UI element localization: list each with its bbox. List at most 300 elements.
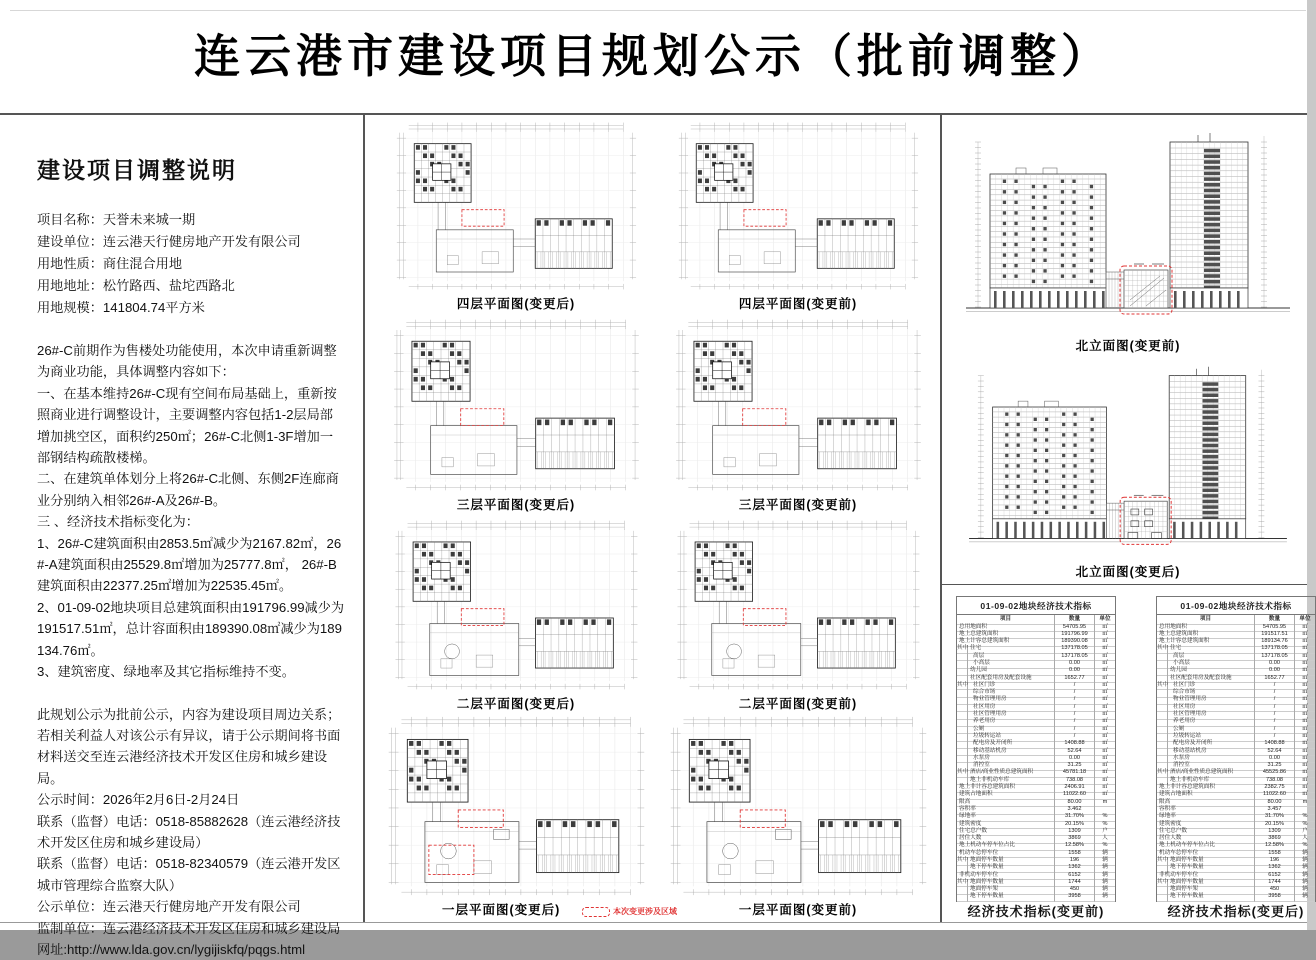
col-header-item: 项目: [1157, 615, 1255, 625]
project-info: [37, 209, 345, 319]
row-unit: 辆: [1095, 857, 1115, 866]
table-row: [1157, 726, 1315, 733]
row-value: 2382.75: [1255, 784, 1295, 793]
plan-cell-f3-before: [658, 315, 938, 513]
row-unit: ㎡: [1095, 689, 1115, 698]
row-value: 3.457: [1255, 806, 1295, 815]
col-header-value: 数量: [1255, 615, 1295, 625]
table-row: [1157, 872, 1315, 879]
elevation-drawing: [948, 356, 1308, 562]
plan-caption: 四层平面图(变更前): [738, 297, 858, 311]
row-label: 养老用房: [1168, 718, 1255, 727]
row-unit: ㎡: [1095, 696, 1115, 705]
row-value: 80.00: [1255, 799, 1295, 808]
row-value: /: [1055, 733, 1095, 742]
row-unit: ㎡: [1295, 645, 1315, 654]
row-value: 45525.86: [1255, 769, 1295, 778]
row-value: 6152: [1055, 872, 1095, 881]
row-label: 水泵房: [1168, 755, 1255, 764]
row-unit: ㎡: [1295, 769, 1315, 778]
table-row: [957, 777, 1115, 784]
row-unit: ㎡: [1095, 653, 1115, 662]
plan-drawing: [658, 315, 938, 495]
table-row: [957, 893, 1115, 900]
col-header-value: 数量: [1055, 615, 1095, 625]
row-unit: ㎡: [1295, 784, 1315, 793]
table-row: [1157, 850, 1315, 857]
row-value: 3869: [1255, 835, 1295, 844]
table-row: [957, 704, 1115, 711]
row-value: 1309: [1055, 828, 1095, 837]
table-row: [1157, 799, 1315, 806]
group-gutter: 其中: [957, 879, 968, 888]
table-row: [957, 828, 1115, 835]
row-value: 0.00: [1255, 660, 1295, 669]
elevation-cell-after: [948, 356, 1308, 580]
row-label: 地面停车数量: [968, 879, 1055, 888]
contact-phone-1: 联系（监督）电话：0518-85882628（连云港经济技术开发区住房和城乡建设局）: [37, 813, 341, 850]
row-unit: 辆: [1095, 879, 1115, 888]
table-title: 01-09-02地块经济技术指标: [1156, 596, 1316, 615]
table-row: [957, 645, 1115, 652]
row-value: 137178.05: [1055, 653, 1095, 662]
table-row: [1157, 645, 1315, 652]
plan-cell-f1-after: [376, 712, 677, 918]
row-label: 非机动车停车位: [1157, 872, 1255, 881]
row-value: 1558: [1055, 850, 1095, 859]
adjustment-paragraph: 3、建筑密度、绿地率及其它指标维持不变。: [37, 664, 295, 680]
row-label: 高层: [1168, 653, 1255, 662]
row-unit: ㎡: [1295, 762, 1315, 771]
row-unit: ㎡: [1295, 704, 1315, 713]
adjustment-paragraph: 1、26#-C建筑面积由2853.5㎡减少为2167.82㎡，26#-A建筑面积由25529.8㎡增加为25777.8㎡， 26#-B建筑面积由22377.25㎡增加为22535.45㎡。: [37, 535, 342, 594]
table-row: [957, 667, 1115, 674]
group-gutter: 其中: [1157, 769, 1168, 778]
adjustment-paragraph: 26#-C前期作为售楼处功能使用，本次申请重新调整为商业功能，具体调整内容如下：: [37, 343, 337, 380]
table-row: [957, 872, 1115, 879]
row-unit: ㎡: [1095, 682, 1115, 691]
row-label: 社区门诊: [1168, 682, 1255, 691]
row-value: 196: [1255, 857, 1295, 866]
plan-caption: 三层平面图(变更后): [456, 498, 576, 512]
row-value: 31.25: [1255, 762, 1295, 771]
row-value: 137178.05: [1255, 653, 1295, 662]
row-unit: %: [1095, 842, 1115, 851]
table-row: [1157, 667, 1315, 674]
row-label: 地面停车数量: [968, 857, 1055, 866]
table-row: [1157, 821, 1315, 828]
row-unit: ㎡: [1095, 777, 1115, 786]
row-label: 酒店/商业性质总建筑面积: [1168, 769, 1255, 778]
row-unit: ㎡: [1095, 645, 1115, 654]
row-label: 建筑占地面积: [957, 791, 1055, 800]
adjustment-paragraph: 一、在基本维持26#-C现有空间布局基础上，重新按照商业进行调整设计，主要调整内容包括1-2层局部增加挑空区，面积约250㎡；26#-C北侧1-3F增加一部钢结构疏散楼梯。: [37, 385, 337, 466]
row-unit: ㎡: [1095, 755, 1115, 764]
col-header-unit: 单位: [1295, 615, 1315, 625]
row-label: 小高层: [1168, 660, 1255, 669]
row-value: 11022.60: [1055, 791, 1095, 800]
info-line-land-use: 用地性质：商住混合用地: [37, 256, 183, 271]
row-label: 幼儿园: [968, 667, 1055, 676]
row-value: 450: [1055, 886, 1095, 895]
group-gutter: 其中: [957, 682, 968, 691]
row-label: 垃圾转运站: [968, 733, 1055, 742]
info-line-land-size: 用地规模：141804.74平方米: [37, 300, 205, 315]
plan-drawing: [658, 516, 938, 694]
row-label: 地上非计容总建筑面积: [1157, 784, 1255, 793]
row-value: 0.00: [1055, 660, 1095, 669]
row-unit: 辆: [1295, 872, 1315, 881]
plan-drawing: [376, 315, 656, 495]
row-value: 6152: [1255, 872, 1295, 881]
row-value: 52.64: [1255, 748, 1295, 757]
row-value: 31.70%: [1255, 813, 1295, 822]
row-label: 配电房及开闭所: [968, 740, 1055, 749]
row-unit: 辆: [1295, 886, 1315, 895]
row-unit: ㎡: [1295, 791, 1315, 800]
row-label: 地上机动车停车位占比: [957, 842, 1055, 851]
page-title: 连云港市建设项目规划公示（批前调整）: [194, 30, 1112, 82]
row-value: /: [1055, 696, 1095, 705]
row-unit: ㎡: [1295, 748, 1315, 757]
row-value: 1362: [1055, 864, 1095, 873]
row-label: 社区用房: [968, 704, 1055, 713]
row-value: 2406.91: [1055, 784, 1095, 793]
row-value: 12.58%: [1255, 842, 1295, 851]
change-area-swatch-icon: [582, 907, 610, 917]
table-row: [957, 696, 1115, 703]
row-unit: ㎡: [1095, 740, 1115, 749]
row-unit: ㎡: [1295, 718, 1315, 727]
elevation-cell-before: [948, 118, 1308, 354]
row-value: /: [1055, 689, 1095, 698]
row-label: 建筑占地面积: [1157, 791, 1255, 800]
notice-period: 公示时间：2026年2月6日-2月24日: [37, 792, 240, 808]
table-row: [1157, 842, 1315, 849]
row-unit: 辆: [1295, 850, 1315, 859]
row-label: 酒店/商业性质总建筑面积: [968, 769, 1055, 778]
row-unit: ㎡: [1295, 638, 1315, 647]
row-unit: %: [1295, 842, 1315, 851]
table-row: [957, 813, 1115, 820]
table-row: [1157, 675, 1315, 682]
table-row: [957, 791, 1115, 798]
info-line-project-name: 项目名称：天誉未来城一期: [37, 212, 196, 227]
row-label: 地下停车数量: [1168, 893, 1255, 902]
plan-cell-f2-before: [658, 516, 938, 712]
row-unit: ㎡: [1295, 777, 1315, 786]
row-unit: ㎡: [1095, 791, 1115, 800]
row-unit: ㎡: [1295, 667, 1315, 676]
row-unit: ㎡: [1095, 675, 1115, 684]
row-value: 0.00: [1255, 667, 1295, 676]
row-value: 1362: [1255, 864, 1295, 873]
row-value: /: [1055, 682, 1095, 691]
row-label: 社区门诊: [968, 682, 1055, 691]
table-row: [957, 740, 1115, 747]
table-row: [1157, 813, 1315, 820]
row-unit: ㎡: [1095, 631, 1115, 640]
row-value: 3.462: [1055, 806, 1095, 815]
plan-caption: 一层平面图(变更前): [738, 903, 858, 917]
col-header-unit: 单位: [1095, 615, 1115, 625]
row-label: 建筑密度: [957, 821, 1055, 830]
row-label: 居住人数: [1157, 835, 1255, 844]
supervise-unit: 监制单位：连云港经济技术开发区住房和城乡建设局: [37, 920, 341, 936]
row-value: /: [1255, 689, 1295, 698]
row-label: 住宅: [1168, 645, 1255, 654]
row-unit: 辆: [1095, 864, 1115, 873]
row-value: 1652.77: [1055, 675, 1095, 684]
row-value: 191517.51: [1255, 631, 1295, 640]
row-label: 居住人数: [957, 835, 1055, 844]
plan-cell-f2-after: [376, 516, 656, 712]
table-caption-before: 经济技术指标(变更前): [967, 904, 1105, 919]
row-value: /: [1055, 711, 1095, 720]
table-caption-after: 经济技术指标(变更后): [1167, 904, 1305, 919]
info-line-address: 用地地址：松竹路西、盐坨西路北: [37, 278, 235, 293]
row-label: 小高层: [968, 660, 1055, 669]
plan-drawing: [376, 118, 656, 294]
row-label: 地面停车数量: [1168, 879, 1255, 888]
row-label: 地上非机动车库: [1168, 777, 1255, 786]
row-value: 738.08: [1055, 777, 1095, 786]
plan-caption: 二层平面图(变更后): [456, 697, 576, 711]
row-label: 地下停车数量: [968, 864, 1055, 873]
plan-drawing: [376, 516, 656, 694]
row-label: 地面停车数量: [1168, 857, 1255, 866]
row-value: /: [1255, 711, 1295, 720]
row-unit: ㎡: [1095, 718, 1115, 727]
table-row: [957, 748, 1115, 755]
row-unit: ㎡: [1095, 638, 1115, 647]
elevation-caption: 北立面图(变更前): [1075, 339, 1181, 353]
row-label: 社区配套用房及配套设施: [968, 675, 1055, 684]
row-unit: ㎡: [1095, 762, 1115, 771]
group-gutter: 其中: [1157, 857, 1168, 866]
row-value: 191796.99: [1055, 631, 1095, 640]
notice-unit: 公示单位：连云港天行健房地产开发有限公司: [37, 899, 301, 915]
plan-cell-f4-before: [658, 118, 938, 312]
row-unit: ㎡: [1095, 769, 1115, 778]
row-unit: ㎡: [1095, 784, 1115, 793]
row-label: 垃圾转运站: [1168, 733, 1255, 742]
scan-top-line: [10, 10, 1306, 11]
group-gutter: 其中: [957, 769, 968, 778]
row-unit: 辆: [1295, 893, 1315, 902]
table-row: [957, 806, 1115, 813]
row-unit: ㎡: [1095, 624, 1115, 633]
row-value: 1408.88: [1255, 740, 1295, 749]
row-label: 幼儿园: [1168, 667, 1255, 676]
row-unit: ㎡: [1295, 755, 1315, 764]
row-unit: ㎡: [1295, 726, 1315, 735]
row-value: 0.00: [1055, 755, 1095, 764]
row-label: 配电房及开闭所: [1168, 740, 1255, 749]
table-title: 01-09-02地块经济技术指标: [956, 596, 1116, 615]
row-value: /: [1255, 733, 1295, 742]
row-value: 1309: [1255, 828, 1295, 837]
table-row: [1157, 653, 1315, 660]
row-value: /: [1255, 726, 1295, 735]
elevation-drawing: [948, 118, 1308, 336]
row-label: 养老用房: [968, 718, 1055, 727]
plan-cell-f1-before: [658, 712, 938, 918]
row-unit: ㎡: [1295, 682, 1315, 691]
table-row: [957, 769, 1115, 776]
table-row: [1157, 718, 1315, 725]
table-row: [1157, 624, 1315, 631]
plan-cell-f4-after: [376, 118, 656, 312]
divider-elevation-tables: [942, 584, 1316, 585]
row-value: 52.64: [1055, 748, 1095, 757]
notice-paragraph: 此规划公示为批前公示，内容为建设项目周边关系；若相关利益人对该公示有异议，请于公示期间将书面材料送交至连云港经济技术开发区住房和城乡建设局。: [37, 706, 341, 786]
row-unit: 户: [1295, 828, 1315, 837]
row-unit: ㎡: [1295, 711, 1315, 720]
row-value: 1558: [1255, 850, 1295, 859]
row-label: 综合市场: [1168, 689, 1255, 698]
row-unit: ㎡: [1095, 726, 1115, 735]
row-label: 地面停车架: [968, 886, 1055, 895]
row-unit: 辆: [1295, 879, 1315, 888]
row-value: 196: [1055, 857, 1095, 866]
row-label: 住宅: [968, 645, 1055, 654]
row-label: 绿地率: [957, 813, 1055, 822]
row-unit: 辆: [1095, 850, 1115, 859]
table-row: [1157, 806, 1315, 813]
row-unit: ㎡: [1295, 689, 1315, 698]
table-row: [1157, 777, 1315, 784]
row-unit: 辆: [1095, 872, 1115, 881]
row-value: /: [1255, 718, 1295, 727]
row-value: 137178.05: [1255, 645, 1295, 654]
row-value: 11022.60: [1255, 791, 1295, 800]
divider-left-panel: [363, 114, 365, 923]
row-unit: ㎡: [1295, 740, 1315, 749]
row-label: 公厕: [1168, 726, 1255, 735]
row-unit: m: [1095, 799, 1115, 808]
row-value: 1408.88: [1055, 740, 1095, 749]
row-label: 限高: [957, 799, 1055, 808]
row-unit: %: [1295, 813, 1315, 822]
row-label: 住宅总户数: [957, 828, 1055, 837]
notice-url: 网址:http://www.lda.gov.cn/lygijiskfq/pqgs.html: [37, 941, 306, 957]
plan-cell-f3-after: [376, 315, 656, 513]
row-unit: ㎡: [1095, 733, 1115, 742]
row-label: 社区用房: [1168, 704, 1255, 713]
row-unit: 户: [1095, 828, 1115, 837]
table-row: [1157, 893, 1315, 900]
row-label: 物业管理用房: [1168, 696, 1255, 705]
indicator-table-after: [1156, 596, 1316, 902]
row-label: 地下停车数量: [968, 893, 1055, 902]
row-label: 地上非计容总建筑面积: [957, 784, 1055, 793]
row-unit: %: [1095, 821, 1115, 830]
row-value: 137178.05: [1055, 645, 1095, 654]
row-value: 54705.95: [1255, 624, 1295, 633]
table-header-row: [957, 615, 1115, 624]
group-gutter: 其中: [1157, 645, 1168, 654]
row-value: /: [1055, 726, 1095, 735]
row-value: 0.00: [1255, 755, 1295, 764]
row-label: 容积率: [957, 806, 1055, 815]
table-row: [1157, 769, 1315, 776]
row-value: 0.00: [1055, 667, 1095, 676]
row-label: 水泵房: [968, 755, 1055, 764]
plan-caption: 一层平面图(变更后): [442, 903, 561, 917]
row-value: 1744: [1255, 879, 1295, 888]
row-value: 3958: [1255, 893, 1295, 902]
info-line-builder: 建设单位：连云港天行健房地产开发有限公司: [37, 234, 301, 249]
divider-right-panel: [940, 114, 942, 923]
row-value: 80.00: [1055, 799, 1095, 808]
row-value: 189134.76: [1255, 638, 1295, 647]
plan-caption: 四层平面图(变更后): [456, 297, 576, 311]
row-value: 12.58%: [1055, 842, 1095, 851]
table-row: [957, 850, 1115, 857]
row-unit: ㎡: [1295, 653, 1315, 662]
row-value: 1744: [1055, 879, 1095, 888]
group-gutter: 其中: [957, 645, 968, 654]
row-unit: 辆: [1095, 886, 1115, 895]
row-label: 地上计容总建筑面积: [1157, 638, 1255, 647]
row-label: 消控室: [1168, 762, 1255, 771]
row-label: 社区配套用房及配套设施: [1168, 675, 1255, 684]
row-unit: 人: [1095, 835, 1115, 844]
row-label: 机动车总停车位: [957, 850, 1055, 859]
table-row: [957, 799, 1115, 806]
row-unit: 辆: [1095, 893, 1115, 902]
row-label: 住宅总户数: [1157, 828, 1255, 837]
plan-drawing: [376, 712, 656, 900]
row-label: 地上机动车停车位占比: [1157, 842, 1255, 851]
adjustment-heading: 建设项目调整说明: [37, 157, 237, 183]
row-value: 450: [1255, 886, 1295, 895]
table-grid: [956, 615, 1116, 902]
elevation-caption: 北立面图(变更后): [1075, 565, 1181, 579]
table-row: [957, 726, 1115, 733]
table-row: [957, 675, 1115, 682]
row-unit: 辆: [1295, 864, 1315, 873]
table-row: [957, 842, 1115, 849]
table-row: [957, 631, 1115, 638]
plan-caption: 二层平面图(变更前): [738, 697, 858, 711]
row-value: /: [1055, 704, 1095, 713]
change-area-legend-label: 本次变更涉及区域: [613, 907, 677, 916]
row-label: 消控室: [968, 762, 1055, 771]
row-unit: ㎡: [1295, 631, 1315, 640]
row-label: 社区管理用房: [1168, 711, 1255, 720]
row-value: 54705.95: [1055, 624, 1095, 633]
table-row: [957, 821, 1115, 828]
row-value: 1652.77: [1255, 675, 1295, 684]
col-header-item: 项目: [957, 615, 1055, 625]
table-row: [1157, 696, 1315, 703]
row-unit: ㎡: [1295, 660, 1315, 669]
row-unit: ㎡: [1095, 660, 1115, 669]
contact-phone-2: 联系（监督）电话：0518-82340579（连云港开发区城市管理综合监察大队）: [37, 856, 341, 893]
group-gutter: 其中: [1157, 879, 1168, 888]
row-unit: 辆: [1295, 857, 1315, 866]
row-value: 3958: [1055, 893, 1095, 902]
row-unit: ㎡: [1295, 675, 1315, 684]
row-label: 容积率: [1157, 806, 1255, 815]
row-unit: ㎡: [1295, 696, 1315, 705]
row-label: 高层: [968, 653, 1055, 662]
row-value: 20.15%: [1255, 821, 1295, 830]
indicator-table-before: [956, 596, 1116, 902]
row-unit: ㎡: [1295, 733, 1315, 742]
